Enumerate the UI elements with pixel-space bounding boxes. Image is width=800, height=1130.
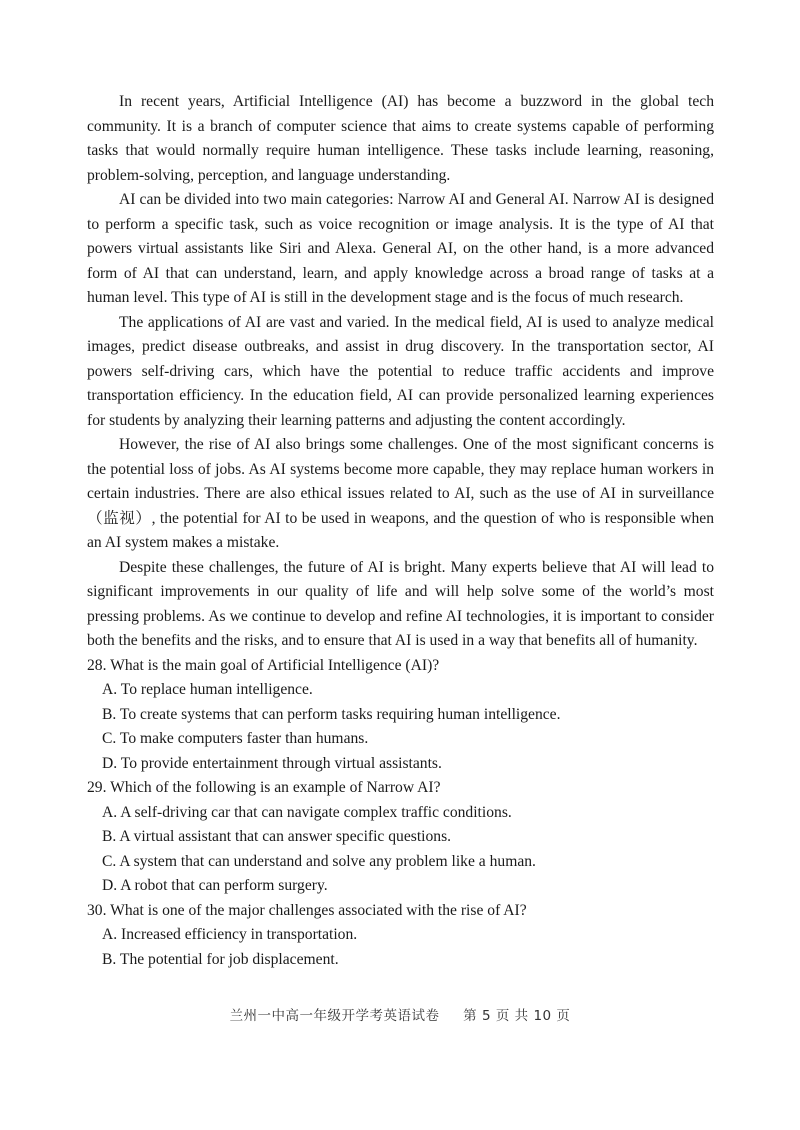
- option-c: C. To make computers faster than humans.: [102, 730, 369, 747]
- option-b: B. To create systems that can perform tasks requiring human intelligence.: [102, 705, 561, 723]
- passage-paragraph-4: However, the rise of AI also brings some challenges. One of the most significant concerns is the potential loss of jobs. As AI systems become more capable, they may replace human workers in certain industries. There are also ethical issues related to AI, such as the use of AI in surveillance （监视）, the potential for AI to be used in weapons, and the question of who is responsible when an AI system makes a mistake.: [87, 436, 714, 551]
- question-30: [87, 899, 714, 973]
- question-28: [87, 654, 714, 777]
- question-stem: 28. What is the main goal of Artificial Intelligence (AI)?: [87, 656, 440, 674]
- page-label-prefix: 第: [463, 1008, 478, 1024]
- page-footer: [0, 1004, 800, 1024]
- question-stem: 29. Which of the following is an example of Narrow AI?: [87, 779, 441, 796]
- page-label-suffix: 页: [556, 1008, 571, 1024]
- option-a: A. To replace human intelligence.: [102, 681, 313, 698]
- page-label-mid: 页 共: [495, 1008, 529, 1024]
- passage-paragraph-2: AI can be divided into two main categories: Narrow AI and General AI. Narrow AI is designed to perform a specific task, such as voice recognition or image analysis. It is the type of AI that powers virtual assistants like Siri and Alexa. General AI, on the other hand, is a more advanced form of AI that can understand, learn, and apply knowledge across a broad range of tasks at a human level. This type of AI is still in the development stage and is the focus of much research.: [87, 191, 714, 306]
- question-29: [87, 776, 714, 899]
- exam-title: 兰州一中高一年级开学考英语试卷: [229, 1008, 440, 1024]
- total-pages: 10: [533, 1008, 552, 1024]
- passage-paragraph-1: In recent years, Artificial Intelligence (AI) has become a buzzword in the global tech community. It is a branch of computer science that aims to create systems capable of performing tasks that would normally require human intelligence. These tasks include learning, reasoning, problem-solving, perception, and language understanding.: [87, 93, 714, 184]
- reading-passage: [87, 90, 714, 654]
- option-d: D. A robot that can perform surgery.: [102, 877, 328, 894]
- passage-paragraph-3: The applications of AI are vast and varied. In the medical field, AI is used to analyze medical images, predict disease outbreaks, and assist in drug discovery. In the transportation sector, AI powers self-driving cars, which have the potential to reduce traffic accidents and improve transportation efficiency. In the education field, AI can provide personalized learning experiences for students by analyzing their learning patterns and adjusting the content accordingly.: [87, 313, 714, 429]
- page-number: 5: [481, 1008, 492, 1024]
- option-c: C. A system that can understand and solve any problem like a human.: [102, 852, 536, 870]
- option-d: D. To provide entertainment through virtual assistants.: [102, 754, 442, 772]
- option-b: B. The potential for job displacement.: [102, 950, 339, 968]
- passage-paragraph-5: Despite these challenges, the future of AI is bright. Many experts believe that AI will lead to significant improvements in our quality of life and will help solve some of the world’s most pressing problems. As we continue to develop and refine AI technologies, it is important to consider both the benefits and the risks, and to ensure that AI is used in a way that benefits all of humanity.: [87, 558, 714, 649]
- option-b: B. A virtual assistant that can answer specific questions.: [102, 828, 452, 845]
- exam-page: [87, 90, 714, 972]
- option-a: A. A self-driving car that can navigate complex traffic conditions.: [102, 803, 512, 821]
- option-a: A. Increased efficiency in transportation.: [102, 926, 358, 943]
- question-stem: 30. What is one of the major challenges associated with the rise of AI?: [87, 901, 527, 919]
